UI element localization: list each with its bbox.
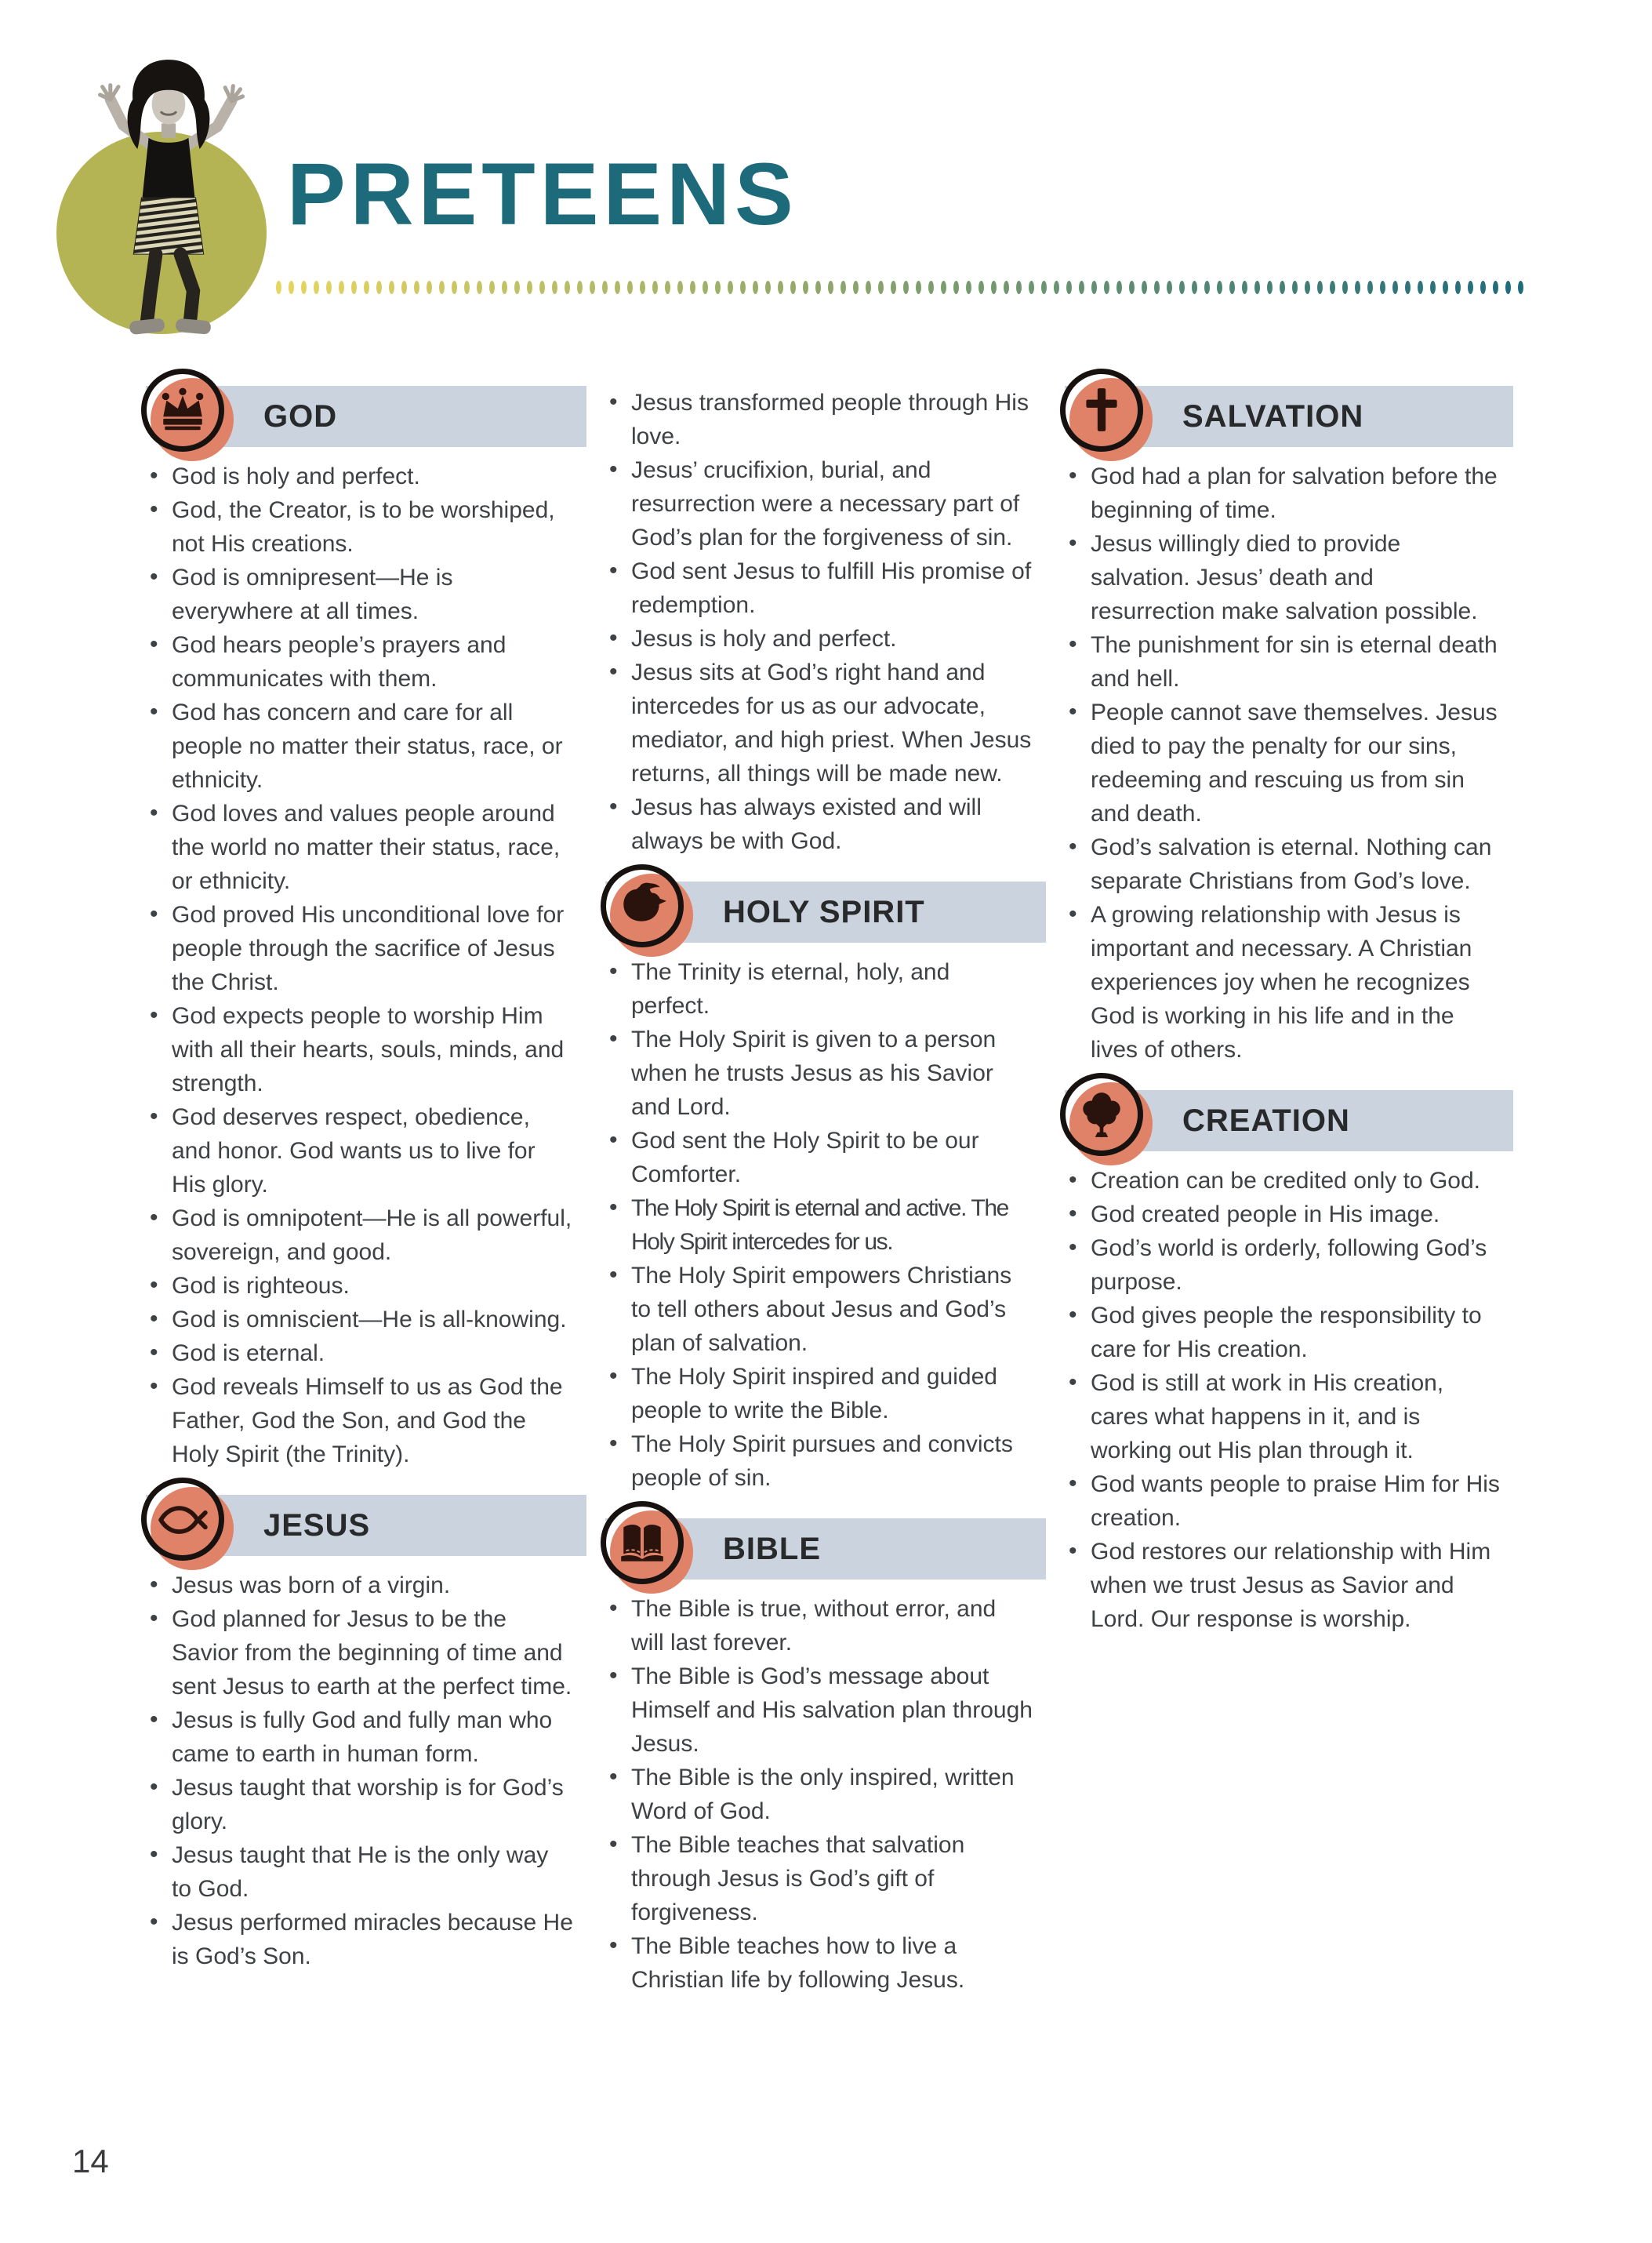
section-header-holy-spirit xyxy=(605,882,1046,943)
list-item: • The punishment for sin is eternal death and hell. xyxy=(1065,628,1513,696)
divider-dot xyxy=(803,281,808,294)
divider-dot xyxy=(815,281,821,294)
divider-dot xyxy=(464,281,470,294)
divider-dot xyxy=(728,281,733,294)
bullet-list xyxy=(605,955,1046,1495)
divider-dot xyxy=(301,281,307,294)
list-item: • Jesus taught that He is the only way to God. xyxy=(146,1838,586,1906)
divider-dot xyxy=(778,281,783,294)
divider-dot xyxy=(1254,281,1260,294)
divider-dot xyxy=(903,281,909,294)
list-item: • The Trinity is eternal, holy, and perfect. xyxy=(605,955,1046,1023)
divider-dot xyxy=(966,281,971,294)
list-item: • God is holy and perfect. xyxy=(146,460,586,493)
section-icon-badge xyxy=(1058,1071,1157,1170)
divider-dot xyxy=(627,281,633,294)
divider-dot xyxy=(276,281,281,294)
divider-dot xyxy=(1142,281,1147,294)
divider-dot xyxy=(1280,281,1285,294)
divider-dot xyxy=(690,281,695,294)
bullet-list xyxy=(146,460,586,1471)
list-item: • Jesus taught that worship is for God’s glory. xyxy=(146,1771,586,1838)
list-item: • The Bible teaches that salvation through Jesus is God’s gift of forgiveness. xyxy=(605,1828,1046,1929)
section-title: BIBLE xyxy=(723,1531,821,1566)
divider-dot xyxy=(1179,281,1185,294)
divider-dot xyxy=(991,281,997,294)
girl-photo xyxy=(72,55,267,342)
section-header-jesus xyxy=(146,1495,586,1556)
list-item: • Jesus has always existed and will always be with God. xyxy=(605,791,1046,858)
crown-icon xyxy=(157,384,209,436)
divider-dot xyxy=(665,281,670,294)
list-item: • People cannot save themselves. Jesus died to pay the penalty for our sins, redeeming and rescuing us from sin and death. xyxy=(1065,696,1513,831)
page-title: PRETEENS xyxy=(287,145,798,243)
divider-dot xyxy=(1016,281,1022,294)
list-item: • Jesus was born of a virgin. xyxy=(146,1569,586,1602)
fish-icon xyxy=(157,1493,209,1545)
divider-dot xyxy=(590,281,595,294)
divider-dot xyxy=(1380,281,1385,294)
divider-dot xyxy=(878,281,884,294)
section-icon-badge xyxy=(140,367,238,466)
section-title: CREATION xyxy=(1182,1103,1350,1138)
list-item: • God hears people’s prayers and communicates with them. xyxy=(146,628,586,696)
list-item: • God’s salvation is eternal. Nothing can separate Christians from God’s love. xyxy=(1065,831,1513,898)
list-item: • Jesus is fully God and fully man who came to earth in human form. xyxy=(146,1703,586,1771)
section-icon-badge xyxy=(599,1500,698,1598)
divider-dot xyxy=(978,281,984,294)
page-number: 14 xyxy=(72,2143,109,2179)
list-item: • The Holy Spirit pursues and convicts people of sin. xyxy=(605,1427,1046,1495)
divider-dot xyxy=(941,281,946,294)
divider-dot xyxy=(652,281,658,294)
divider-dot xyxy=(1079,281,1084,294)
list-item: • God restores our relationship with Him when we trust Jesus as Savior and Lord. Our response is worship. xyxy=(1065,1535,1513,1636)
divider-dot xyxy=(1066,281,1072,294)
divider-dot xyxy=(326,281,332,294)
divider-dot xyxy=(916,281,921,294)
divider-dot xyxy=(1493,281,1498,294)
list-item: • God’s world is orderly, following God’s purpose. xyxy=(1065,1231,1513,1299)
divider-dot xyxy=(439,281,445,294)
divider-dot xyxy=(1392,281,1398,294)
list-item: • The Holy Spirit is given to a person when he trusts Jesus as his Savior and Lord. xyxy=(605,1023,1046,1124)
divider-dot xyxy=(1418,281,1423,294)
list-item: • God expects people to worship Him with all their hearts, souls, minds, and strength. xyxy=(146,999,586,1100)
divider-dot xyxy=(414,281,419,294)
divider-dot xyxy=(1455,281,1461,294)
divider-dot xyxy=(1305,281,1310,294)
divider-dot xyxy=(891,281,896,294)
divider-dot xyxy=(640,281,645,294)
section-icon-badge xyxy=(599,863,698,962)
section-icon-badge xyxy=(1058,367,1157,466)
divider-dot xyxy=(1116,281,1122,294)
divider-dot xyxy=(314,281,319,294)
divider-dot xyxy=(577,281,583,294)
divider-dot xyxy=(477,281,482,294)
divider-dot xyxy=(1004,281,1009,294)
divider-dot xyxy=(615,281,620,294)
bullet-list xyxy=(146,1569,586,1973)
divider-dot xyxy=(1518,281,1523,294)
divider-dot xyxy=(1242,281,1247,294)
divider-dot xyxy=(389,281,394,294)
list-item: • God reveals Himself to us as God the Father, God the Son, and God the Holy Spirit (the Trinity). xyxy=(146,1370,586,1471)
bullet-list xyxy=(1065,460,1513,1067)
list-item: • God is righteous. xyxy=(146,1269,586,1303)
divider-dot xyxy=(1443,281,1448,294)
divider-dot xyxy=(1129,281,1135,294)
bullet-list xyxy=(605,1592,1046,1997)
list-item: • The Bible is true, without error, and will last forever. xyxy=(605,1592,1046,1660)
section-header-creation xyxy=(1065,1090,1513,1151)
dotted-divider xyxy=(276,279,1538,295)
tree-icon xyxy=(1076,1089,1127,1140)
bullet-list xyxy=(605,386,1046,858)
divider-dot xyxy=(753,281,758,294)
section-header-bible xyxy=(605,1518,1046,1580)
list-item: • The Holy Spirit inspired and guided people to write the Bible. xyxy=(605,1360,1046,1427)
list-item: • God, the Creator, is to be worshiped, not His creations. xyxy=(146,493,586,561)
divider-dot xyxy=(1342,281,1348,294)
divider-dot xyxy=(489,281,495,294)
divider-dot xyxy=(1204,281,1210,294)
divider-dot xyxy=(828,281,833,294)
divider-dot xyxy=(1054,281,1059,294)
list-item: • God has concern and care for all people no matter their status, race, or ethnicity. xyxy=(146,696,586,797)
list-item: • Jesus sits at God’s right hand and intercedes for us as our advocate, mediator, and high priest. When Jesus returns, all things will be made new. xyxy=(605,656,1046,791)
divider-dot xyxy=(953,281,959,294)
divider-dot xyxy=(1217,281,1222,294)
divider-dot xyxy=(1192,281,1197,294)
list-item: • The Bible is God’s message about Himself and His salvation plan through Jesus. xyxy=(605,1660,1046,1761)
book-icon xyxy=(616,1517,668,1569)
list-item: • Jesus is holy and perfect. xyxy=(605,622,1046,656)
list-item: • God wants people to praise Him for His creation. xyxy=(1065,1467,1513,1535)
column-right xyxy=(1065,386,1513,1644)
list-item: • Creation can be credited only to God. xyxy=(1065,1164,1513,1198)
list-item: • The Bible teaches how to live a Christian life by following Jesus. xyxy=(605,1929,1046,1997)
divider-dot xyxy=(1029,281,1034,294)
divider-dot xyxy=(1091,281,1097,294)
divider-dot xyxy=(1317,281,1323,294)
section-title: JESUS xyxy=(263,1507,371,1543)
section-header-salvation xyxy=(1065,386,1513,447)
section-icon-badge xyxy=(140,1476,238,1575)
list-item: • God is eternal. xyxy=(146,1336,586,1370)
list-item: • Jesus willingly died to provide salvation. Jesus’ death and resurrection make salvation possible. xyxy=(1065,527,1513,628)
list-item: • God sent Jesus to fulfill His promise of redemption. xyxy=(605,554,1046,622)
list-item: • God is still at work in His creation, cares what happens in it, and is working out His plan through it. xyxy=(1065,1366,1513,1467)
divider-dot xyxy=(703,281,708,294)
divider-dot xyxy=(1041,281,1047,294)
divider-dot xyxy=(552,281,557,294)
divider-dot xyxy=(452,281,457,294)
divider-dot xyxy=(866,281,871,294)
divider-dot xyxy=(1480,281,1486,294)
list-item: • God planned for Jesus to be the Savior from the beginning of time and sent Jesus to earth at the perfect time. xyxy=(146,1602,586,1703)
list-item: • The Holy Spirit is eternal and active. The Holy Spirit intercedes for us. xyxy=(605,1191,1046,1259)
divider-dot xyxy=(765,281,771,294)
list-item: • God is omniscient—He is all-knowing. xyxy=(146,1303,586,1336)
divider-dot xyxy=(1367,281,1373,294)
bullet-list xyxy=(1065,1164,1513,1636)
divider-dot xyxy=(1267,281,1273,294)
divider-dot xyxy=(928,281,934,294)
list-item: • The Holy Spirit empowers Christians to tell others about Jesus and God’s plan of salvation. xyxy=(605,1259,1046,1360)
divider-dot xyxy=(364,281,369,294)
divider-dot xyxy=(740,281,746,294)
divider-dot xyxy=(376,281,382,294)
divider-dot xyxy=(715,281,721,294)
divider-dot xyxy=(1505,281,1511,294)
divider-dot xyxy=(677,281,683,294)
list-item: • God had a plan for salvation before the beginning of time. xyxy=(1065,460,1513,527)
divider-dot xyxy=(514,281,520,294)
divider-dot xyxy=(790,281,796,294)
divider-dot xyxy=(1430,281,1436,294)
list-item: • The Bible is the only inspired, written Word of God. xyxy=(605,1761,1046,1828)
divider-dot xyxy=(841,281,846,294)
list-item: • God is omnipotent—He is all powerful, sovereign, and good. xyxy=(146,1201,586,1269)
divider-dot xyxy=(1292,281,1298,294)
divider-dot xyxy=(1167,281,1172,294)
list-item: • God deserves respect, obedience, and honor. God wants us to live for His glory. xyxy=(146,1100,586,1201)
section-title: HOLY SPIRIT xyxy=(723,894,925,929)
divider-dot xyxy=(1355,281,1360,294)
section-header-god xyxy=(146,386,586,447)
divider-dot xyxy=(339,281,344,294)
divider-dot xyxy=(289,281,294,294)
divider-dot xyxy=(1154,281,1160,294)
divider-dot xyxy=(427,281,432,294)
list-item: • A growing relationship with Jesus is important and necessary. A Christian experiences joy when he recognizes God is working in his life and in the lives of others. xyxy=(1065,898,1513,1067)
divider-dot xyxy=(853,281,859,294)
list-item: • God proved His unconditional love for people through the sacrifice of Jesus the Christ. xyxy=(146,898,586,999)
dove-icon xyxy=(616,880,668,932)
divider-dot xyxy=(401,281,407,294)
section-title: SALVATION xyxy=(1182,398,1364,434)
list-item: • God created people in His image. xyxy=(1065,1198,1513,1231)
cross-icon xyxy=(1076,384,1127,436)
divider-dot xyxy=(539,281,545,294)
divider-dot xyxy=(502,281,507,294)
section-title: GOD xyxy=(263,398,338,434)
list-item: • God gives people the responsibility to care for His creation. xyxy=(1065,1299,1513,1366)
divider-dot xyxy=(1229,281,1235,294)
divider-dot xyxy=(565,281,570,294)
divider-dot xyxy=(351,281,357,294)
divider-dot xyxy=(602,281,608,294)
list-item: • God loves and values people around the world no matter their status, race, or ethnicity. xyxy=(146,797,586,898)
divider-dot xyxy=(527,281,532,294)
divider-dot xyxy=(1104,281,1109,294)
column-left xyxy=(146,386,586,1981)
list-item: • Jesus’ crucifixion, burial, and resurrection were a necessary part of God’s plan for the forgiveness of sin. xyxy=(605,453,1046,554)
list-item: • God sent the Holy Spirit to be our Comforter. xyxy=(605,1124,1046,1191)
divider-dot xyxy=(1330,281,1335,294)
list-item: • Jesus transformed people through His love. xyxy=(605,386,1046,453)
list-item: • God is omnipresent—He is everywhere at all times. xyxy=(146,561,586,628)
list-item: • Jesus performed miracles because He is God’s Son. xyxy=(146,1906,586,1973)
divider-dot xyxy=(1405,281,1411,294)
column-middle xyxy=(605,386,1046,2005)
divider-dot xyxy=(1468,281,1473,294)
